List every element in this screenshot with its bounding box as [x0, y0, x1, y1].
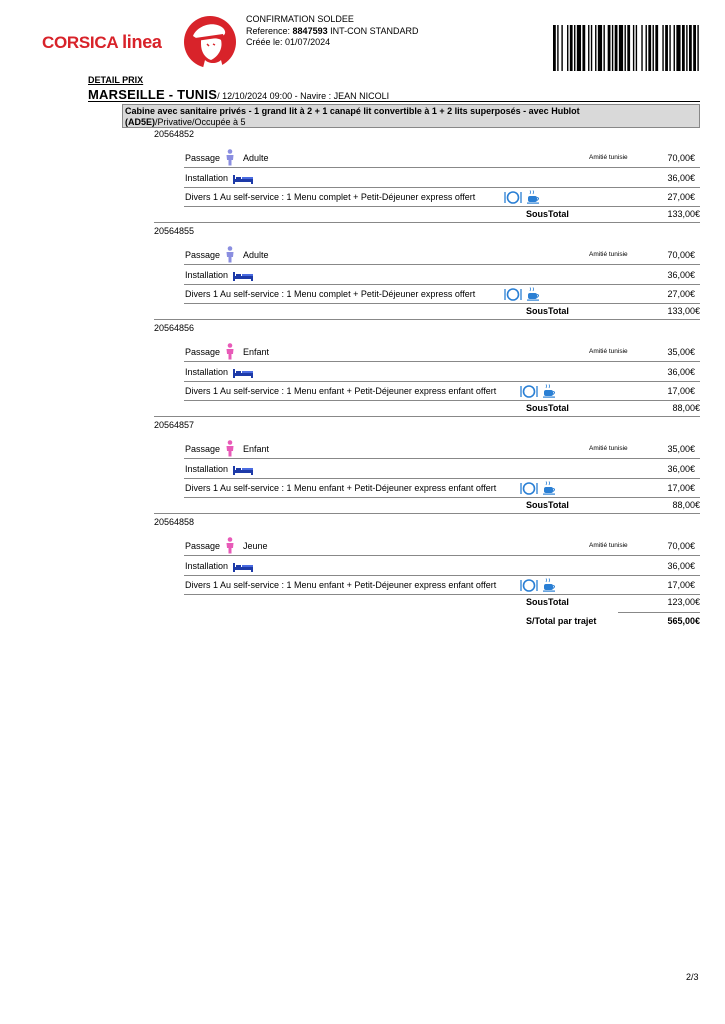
passage-amount: 70,00€: [667, 250, 695, 260]
subtotal-amount: 123,00€: [667, 597, 700, 607]
passenger-category: Jeune: [243, 541, 268, 551]
subtotal: [526, 402, 700, 416]
passage-amount: 70,00€: [667, 153, 695, 163]
brand-wordmark: CORSICA linea: [42, 32, 162, 52]
brand-emblem-icon: [183, 14, 237, 70]
subtotal-amount: 88,00€: [672, 403, 700, 413]
installation-amount: 36,00€: [667, 367, 695, 377]
grand-total-label: S/Total par trajet: [526, 616, 597, 626]
page-number: 2/3: [686, 972, 699, 982]
tarif-name: Amitié tunisie: [589, 445, 628, 452]
tarif-name: Amitié tunisie: [589, 251, 628, 258]
passenger-id: 20564855: [154, 226, 195, 236]
subtotal-amount: 133,00€: [667, 306, 700, 316]
divers-line: [184, 576, 700, 595]
divers-label: Divers 1 Au self-service : 1 Menu complet + Petit-Déjeuner express offert: [185, 192, 476, 202]
status-text: CONFIRMATION SOLDEE: [246, 14, 354, 24]
created-date: 01/07/2024: [285, 37, 331, 47]
reference-number: 8847593: [292, 25, 328, 36]
detail-prix-heading: DETAIL PRIX: [88, 75, 144, 85]
subtotal-label: SousTotal: [526, 597, 569, 607]
installation-line: [184, 266, 700, 285]
grand-total-rule: [618, 612, 700, 613]
divers-line: [184, 382, 700, 401]
divers-amount: 17,00€: [667, 386, 695, 396]
subtotal: [526, 596, 700, 610]
separator-rule: [154, 416, 700, 417]
passage-amount: 35,00€: [667, 444, 695, 454]
installation-label: Installation: [185, 464, 229, 474]
installation-line: [184, 557, 700, 576]
passenger-category: Adulte: [243, 153, 269, 163]
subtotal: [526, 305, 700, 319]
passage-amount: 70,00€: [667, 541, 695, 551]
reference-line: Reference: 8847593 INT-CON STANDARD: [246, 25, 419, 36]
divers-label: Divers 1 Au self-service : 1 Menu enfant + Petit-Déjeuner express enfant offert: [185, 483, 497, 493]
passage-line: [184, 537, 700, 556]
divers-label: Divers 1 Au self-service : 1 Menu complet + Petit-Déjeuner express offert: [185, 289, 476, 299]
passage-line: [184, 246, 700, 265]
divers-amount: 17,00€: [667, 580, 695, 590]
passage-label: Passage: [185, 541, 221, 551]
installation-label: Installation: [185, 173, 229, 183]
grand-total-amount: 565,00€: [667, 616, 700, 626]
corsica-linea-logo: [42, 14, 237, 70]
subtotal: [526, 208, 700, 222]
installation-label: Installation: [185, 367, 229, 377]
subtotal-amount: 88,00€: [672, 500, 700, 510]
passenger-category: Enfant: [243, 347, 270, 357]
divers-amount: 27,00€: [667, 192, 695, 202]
grand-total: [526, 616, 700, 628]
subtotal-label: SousTotal: [526, 403, 569, 413]
installation-line: [184, 169, 700, 188]
created-line: Créée le: 01/07/2024: [246, 37, 331, 47]
installation-label: Installation: [185, 270, 229, 280]
divers-label: Divers 1 Au self-service : 1 Menu enfant + Petit-Déjeuner express enfant offert: [185, 580, 497, 590]
separator-rule: [154, 319, 700, 320]
subtotal-label: SousTotal: [526, 209, 569, 219]
route-title: MARSEILLE - TUNIS: [88, 87, 218, 102]
passage-label: Passage: [185, 153, 221, 163]
installation-label: Installation: [185, 561, 229, 571]
separator-rule: [154, 513, 700, 514]
divers-amount: 17,00€: [667, 483, 695, 493]
subtotal-label: SousTotal: [526, 500, 569, 510]
installation-amount: 36,00€: [667, 561, 695, 571]
cabin-description: Cabine avec sanitaire privés - 1 grand lit à 2 + 1 canapé lit convertible à 1 + 2 lits superposés - avec Hublot (AD5E)/Privative/Occupée à 5: [122, 104, 700, 128]
separator-rule: [154, 222, 700, 223]
passenger-category: Adulte: [243, 250, 269, 260]
divers-line: [184, 188, 700, 207]
passenger-category: Enfant: [243, 444, 270, 454]
tarif-name: Amitié tunisie: [589, 154, 628, 161]
route-info: / 12/10/2024 09:00 - Navire : JEAN NICOLI: [217, 91, 390, 101]
passage-line: [184, 440, 700, 459]
barcode-image: [553, 25, 703, 71]
installation-line: [184, 460, 700, 479]
subtotal-amount: 133,00€: [667, 209, 700, 219]
installation-amount: 36,00€: [667, 173, 695, 183]
passage-label: Passage: [185, 250, 221, 260]
divers-amount: 27,00€: [667, 289, 695, 299]
tarif-name: Amitié tunisie: [589, 542, 628, 549]
installation-line: [184, 363, 700, 382]
divers-line: [184, 479, 700, 498]
passenger-id: 20564856: [154, 323, 195, 333]
subtotal: [526, 499, 700, 513]
document-header: [0, 0, 725, 72]
subtotal-label: SousTotal: [526, 306, 569, 316]
reservation-info: [246, 14, 418, 49]
divers-line: [184, 285, 700, 304]
passage-amount: 35,00€: [667, 347, 695, 357]
passenger-id: 20564858: [154, 517, 195, 527]
installation-amount: 36,00€: [667, 270, 695, 280]
divers-label: Divers 1 Au self-service : 1 Menu enfant + Petit-Déjeuner express enfant offert: [185, 386, 497, 396]
passage-line: [184, 343, 700, 362]
passenger-id: 20564857: [154, 420, 195, 430]
passage-line: [184, 149, 700, 168]
passage-label: Passage: [185, 347, 221, 357]
route-line: [88, 87, 700, 102]
passenger-id: 20564852: [154, 129, 195, 139]
installation-amount: 36,00€: [667, 464, 695, 474]
passage-label: Passage: [185, 444, 221, 454]
tarif-name: Amitié tunisie: [589, 348, 628, 355]
